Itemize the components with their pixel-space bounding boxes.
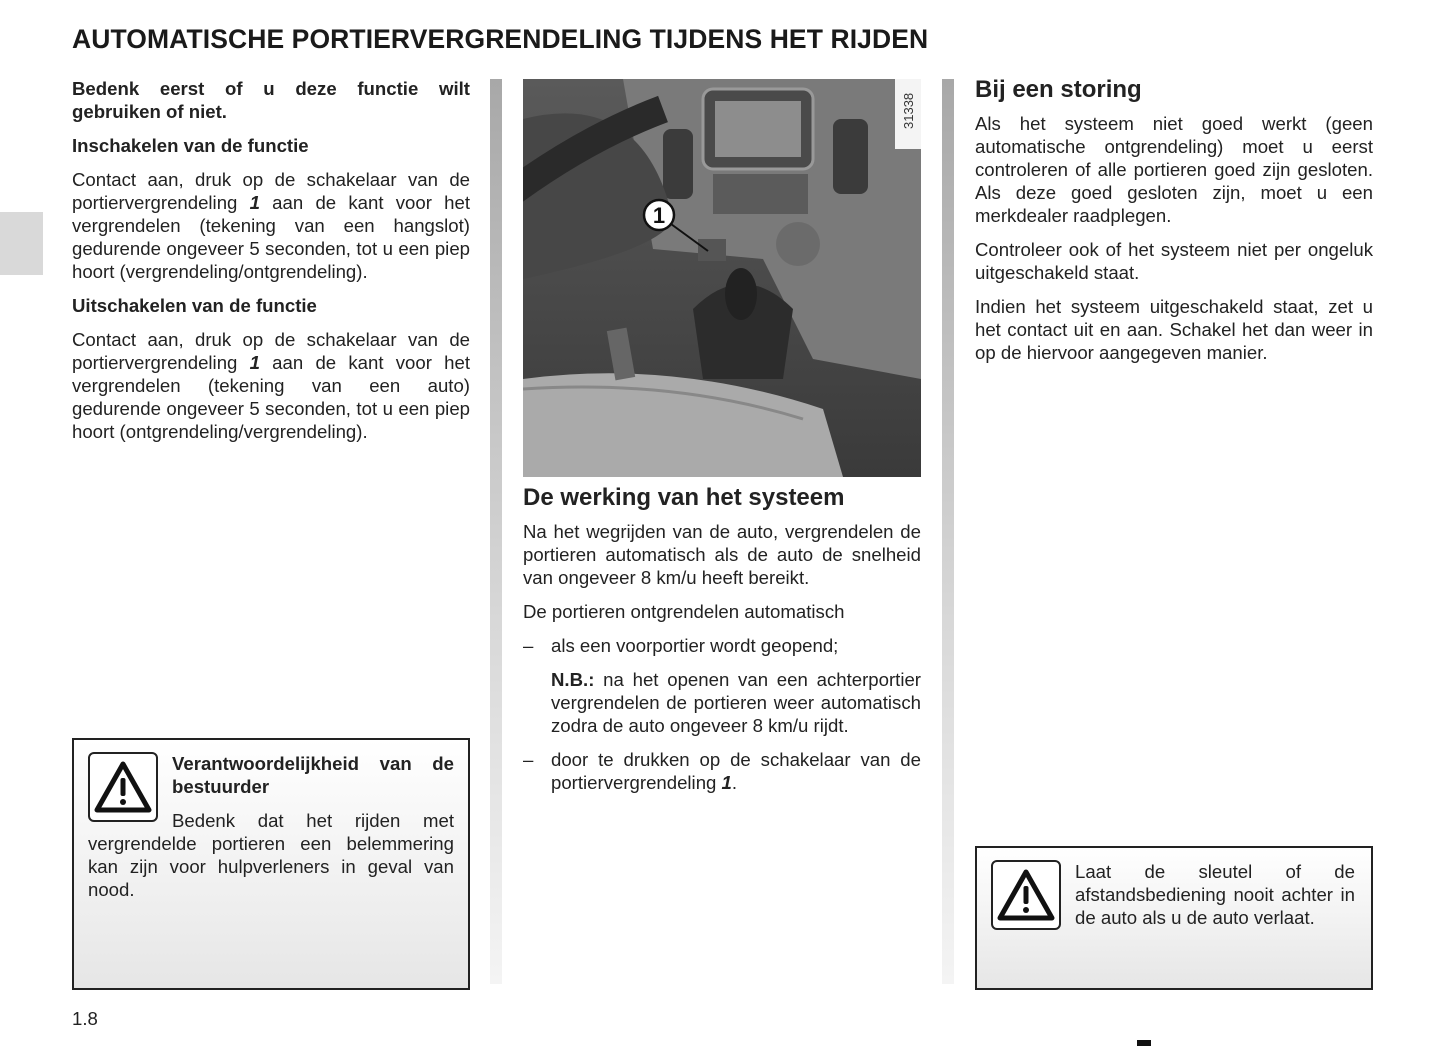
dash: –: [523, 749, 534, 770]
note-text: na het openen van een achterportier vergrendelen de portieren weer automatisch zodra de auto ongeveer 8 km/u rijdt.: [551, 669, 921, 736]
paragraph: Controleer ook of het systeem niet per ongeluk uitgeschakeld staat.: [975, 239, 1373, 283]
ref-number: 1: [249, 352, 260, 373]
warning-text: Laat de sleutel of de afstandsbediening nooit achter in de auto als u de auto verlaat.: [1075, 861, 1355, 928]
page-number: 1.8: [72, 1008, 98, 1029]
paragraph: Na het wegrijden van de auto, vergrendelen de portieren automatisch als de auto de snelheid van ongeveer 8 km/u heeft bereikt.: [523, 521, 921, 588]
warning-heading: Verantwoordelijkheid van de bestuurder: [172, 753, 454, 797]
column-divider: [942, 79, 954, 984]
callout-1: 1: [652, 203, 666, 228]
warning-text: Bedenk dat het rijden met vergrendelde portieren een belemmering kan zijn voor hulpverleners in geval van nood.: [88, 810, 454, 900]
warning-triangle-icon: [991, 860, 1061, 930]
ref-number: 1: [721, 772, 732, 793]
list-item-text: [551, 748, 921, 794]
ref-number: 1: [249, 192, 260, 213]
text: aan de kant voor het vergrendelen (tekening van een auto) gedurende ongeveer 5 seconden, tot u een piep hoort (ontgrendeling/vergrendeling).: [72, 352, 470, 442]
print-mark: [1137, 1040, 1151, 1046]
warning-box-key: [975, 846, 1373, 990]
text: aan de kant voor het vergrendelen (tekening van een hangslot) gedurende ongeveer 5 seconden, tot u een piep hoort (vergrendeling/ontgrendeling).: [72, 192, 470, 282]
enable-text: [72, 168, 470, 283]
text: .: [731, 772, 738, 793]
enable-heading: Inschakelen van de functie: [72, 135, 309, 156]
text: door te drukken op de schakelaar van de portiervergrendeling: [551, 749, 921, 793]
column-left: [72, 77, 470, 454]
intro-text: Bedenk eerst of u deze functie wilt gebruiken of niet.: [72, 78, 470, 122]
photo-ref-number: 31338: [901, 92, 916, 129]
list-item: [523, 634, 921, 657]
dash: –: [523, 635, 534, 656]
disable-heading: Uitschakelen van de functie: [72, 295, 317, 316]
paragraph: De portieren ontgrendelen automatisch: [523, 601, 845, 622]
column-divider: [490, 79, 502, 984]
text: Contact aan, druk op de schakelaar van de portiervergrendeling: [72, 329, 470, 373]
note-label: N.B.:: [551, 669, 595, 690]
note: [523, 668, 921, 737]
paragraph: Indien het systeem uitgeschakeld staat, zet u het contact uit en aan. Schakel het dan weer in op de hiervoor aangegeven manier.: [975, 296, 1373, 363]
column-middle: [523, 484, 921, 805]
paragraph: Als het systeem niet goed werkt (geen automatische ontgrendeling) moet u eerst controleren of alle portieren goed zijn gesloten. Als deze goed gesloten zijn, moet u een merkdealer raadplegen.: [975, 113, 1373, 226]
list-item: [523, 748, 921, 794]
chapter-tab: [0, 212, 43, 275]
disable-text: [72, 328, 470, 443]
section-heading-operation: De werking van het systeem: [523, 484, 845, 511]
section-heading-fault: Bij een storing: [975, 76, 1142, 103]
warning-triangle-icon: [88, 752, 158, 822]
dashboard-photo: [523, 79, 921, 477]
warning-box-driver: [72, 738, 470, 990]
text: Contact aan, druk op de schakelaar van de portiervergrendeling: [72, 169, 470, 213]
page-title: AUTOMATISCHE PORTIERVERGRENDELING TIJDENS HET RIJDEN: [72, 24, 929, 54]
column-right: [975, 76, 1373, 375]
list-item-text: als een voorportier wordt geopend;: [551, 635, 839, 656]
